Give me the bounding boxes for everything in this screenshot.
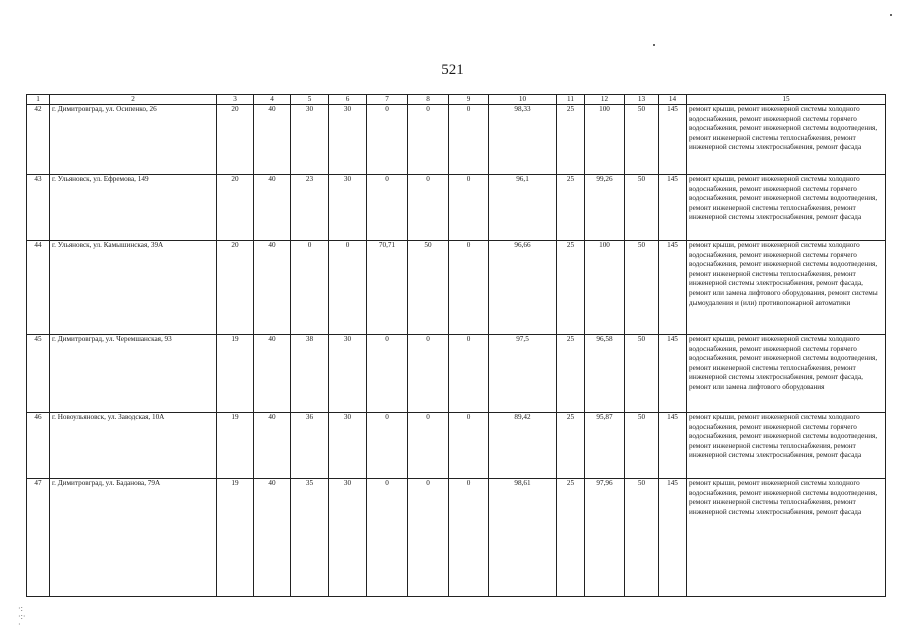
- col-13-cell: 50: [625, 175, 659, 241]
- column-header: 14: [659, 95, 687, 105]
- col-7-cell: 0: [367, 335, 408, 413]
- col-3-cell: 19: [217, 413, 254, 479]
- col-7-cell: 0: [367, 479, 408, 597]
- col-5-cell: 23: [291, 175, 329, 241]
- col-9-cell: 0: [449, 413, 489, 479]
- col-11-cell: 25: [557, 241, 585, 335]
- col-12-cell: 97,96: [585, 479, 625, 597]
- table-row: [27, 241, 886, 335]
- page-number: 521: [441, 62, 464, 78]
- scan-speck: [890, 14, 892, 16]
- col-11-cell: 25: [557, 479, 585, 597]
- col-3-cell: 20: [217, 175, 254, 241]
- column-header: 6: [329, 95, 367, 105]
- row-number-cell: 46: [27, 413, 50, 479]
- row-number-cell: 44: [27, 241, 50, 335]
- col-6-cell: 30: [329, 335, 367, 413]
- col-10-cell: 89,42: [489, 413, 557, 479]
- col-3-cell: 20: [217, 105, 254, 175]
- address-cell: г. Новоульяновск, ул. Заводская, 10А: [50, 413, 217, 479]
- col-13-cell: 50: [625, 335, 659, 413]
- col-12-cell: 99,26: [585, 175, 625, 241]
- row-number-cell: 43: [27, 175, 50, 241]
- row-number-cell: 47: [27, 479, 50, 597]
- column-number-row: [27, 95, 886, 105]
- row-number-cell: 42: [27, 105, 50, 175]
- repair-works-cell: ремонт крыши, ремонт инженерной системы холодного водоснабжения, ремонт инженерной системы горячего водоснабжения, ремонт инженерной системы водоотведения, ремонт инженерной системы теплоснабжения, ремонт инженерной системы электроснабжения, ремонт фасада: [687, 413, 886, 479]
- col-12-cell: 96,58: [585, 335, 625, 413]
- column-header: 3: [217, 95, 254, 105]
- column-header: 10: [489, 95, 557, 105]
- table-row: [27, 413, 886, 479]
- col-4-cell: 40: [254, 413, 291, 479]
- col-10-cell: 96,66: [489, 241, 557, 335]
- column-header: 4: [254, 95, 291, 105]
- col-8-cell: 0: [408, 413, 449, 479]
- address-cell: г. Димитровград, ул. Осипенко, 26: [50, 105, 217, 175]
- col-5-cell: 30: [291, 105, 329, 175]
- table-row: [27, 335, 886, 413]
- col-3-cell: 19: [217, 479, 254, 597]
- column-header: 15: [687, 95, 886, 105]
- column-header: 12: [585, 95, 625, 105]
- col-14-cell: 145: [659, 175, 687, 241]
- col-11-cell: 25: [557, 105, 585, 175]
- col-8-cell: 0: [408, 175, 449, 241]
- col-6-cell: 30: [329, 479, 367, 597]
- col-14-cell: 145: [659, 413, 687, 479]
- table-row: [27, 479, 886, 597]
- column-header: 8: [408, 95, 449, 105]
- row-number-cell: 45: [27, 335, 50, 413]
- col-6-cell: 30: [329, 175, 367, 241]
- col-8-cell: 50: [408, 241, 449, 335]
- repair-works-cell: ремонт крыши, ремонт инженерной системы холодного водоснабжения, ремонт инженерной системы горячего водоснабжения, ремонт инженерной системы водоотведения, ремонт инженерной системы теплоснабжения, ремонт инженерной системы электроснабжения, ремонт фасада: [687, 175, 886, 241]
- column-header: 1: [27, 95, 50, 105]
- col-12-cell: 95,87: [585, 413, 625, 479]
- col-10-cell: 98,61: [489, 479, 557, 597]
- col-9-cell: 0: [449, 241, 489, 335]
- col-11-cell: 25: [557, 413, 585, 479]
- col-12-cell: 100: [585, 105, 625, 175]
- col-5-cell: 35: [291, 479, 329, 597]
- col-12-cell: 100: [585, 241, 625, 335]
- scan-speck: [653, 44, 655, 46]
- repair-works-cell: ремонт крыши, ремонт инженерной системы холодного водоснабжения, ремонт инженерной системы горячего водоснабжения, ремонт инженерной системы водоотведения, ремонт инженерной системы теплоснабжения, ремонт инженерной системы электроснабжения, ремонт фасада, ремонт или замена лифтового оборудования: [687, 335, 886, 413]
- column-header: 11: [557, 95, 585, 105]
- col-8-cell: 0: [408, 105, 449, 175]
- col-13-cell: 50: [625, 413, 659, 479]
- col-9-cell: 0: [449, 335, 489, 413]
- col-6-cell: 0: [329, 241, 367, 335]
- col-8-cell: 0: [408, 479, 449, 597]
- col-3-cell: 20: [217, 241, 254, 335]
- col-3-cell: 19: [217, 335, 254, 413]
- col-14-cell: 145: [659, 335, 687, 413]
- repair-works-cell: ремонт крыши, ремонт инженерной системы холодного водоснабжения, ремонт инженерной системы горячего водоснабжения, ремонт инженерной системы водоотведения, ремонт инженерной системы теплоснабжения, ремонт инженерной системы электроснабжения, ремонт фасада, ремонт или замена лифтового оборудования, ремонт системы дымоудаления и (или) противопожарной автоматики: [687, 241, 886, 335]
- col-14-cell: 145: [659, 105, 687, 175]
- table-row: [27, 175, 886, 241]
- col-4-cell: 40: [254, 479, 291, 597]
- table-body: [27, 105, 886, 597]
- col-4-cell: 40: [254, 241, 291, 335]
- col-6-cell: 30: [329, 105, 367, 175]
- col-7-cell: 70,71: [367, 241, 408, 335]
- col-4-cell: 40: [254, 105, 291, 175]
- col-13-cell: 50: [625, 479, 659, 597]
- col-6-cell: 30: [329, 413, 367, 479]
- col-7-cell: 0: [367, 175, 408, 241]
- col-10-cell: 96,1: [489, 175, 557, 241]
- col-9-cell: 0: [449, 479, 489, 597]
- column-header: 5: [291, 95, 329, 105]
- col-11-cell: 25: [557, 335, 585, 413]
- col-13-cell: 50: [625, 105, 659, 175]
- col-9-cell: 0: [449, 105, 489, 175]
- col-10-cell: 98,33: [489, 105, 557, 175]
- col-11-cell: 25: [557, 175, 585, 241]
- address-cell: г. Димитровград, ул. Черемшанская, 93: [50, 335, 217, 413]
- col-13-cell: 50: [625, 241, 659, 335]
- table-row: [27, 105, 886, 175]
- repair-works-cell: ремонт крыши, ремонт инженерной системы холодного водоснабжения, ремонт инженерной системы горячего водоснабжения, ремонт инженерной системы водоотведения, ремонт инженерной системы теплоснабжения, ремонт инженерной системы электроснабжения, ремонт фасада: [687, 105, 886, 175]
- column-header: 13: [625, 95, 659, 105]
- col-5-cell: 38: [291, 335, 329, 413]
- col-5-cell: 0: [291, 241, 329, 335]
- scan-margin-marks: ·: ·:· ·: [18, 604, 26, 629]
- col-14-cell: 145: [659, 241, 687, 335]
- col-4-cell: 40: [254, 335, 291, 413]
- column-header: 9: [449, 95, 489, 105]
- register-table: [26, 94, 886, 597]
- col-7-cell: 0: [367, 105, 408, 175]
- repair-works-cell: ремонт крыши, ремонт инженерной системы холодного водоснабжения, ремонт инженерной системы водоотведения, ремонт инженерной системы теплоснабжения, ремонт инженерной системы электроснабжения, ремонт фасада: [687, 479, 886, 597]
- column-header: 7: [367, 95, 408, 105]
- col-4-cell: 40: [254, 175, 291, 241]
- address-cell: г. Ульяновск, ул. Ефремова, 149: [50, 175, 217, 241]
- col-10-cell: 97,5: [489, 335, 557, 413]
- col-7-cell: 0: [367, 413, 408, 479]
- col-9-cell: 0: [449, 175, 489, 241]
- address-cell: г. Ульяновск, ул. Камышинская, 39А: [50, 241, 217, 335]
- col-14-cell: 145: [659, 479, 687, 597]
- column-header: 2: [50, 95, 217, 105]
- col-8-cell: 0: [408, 335, 449, 413]
- address-cell: г. Димитровград, ул. Баданова, 79А: [50, 479, 217, 597]
- col-5-cell: 36: [291, 413, 329, 479]
